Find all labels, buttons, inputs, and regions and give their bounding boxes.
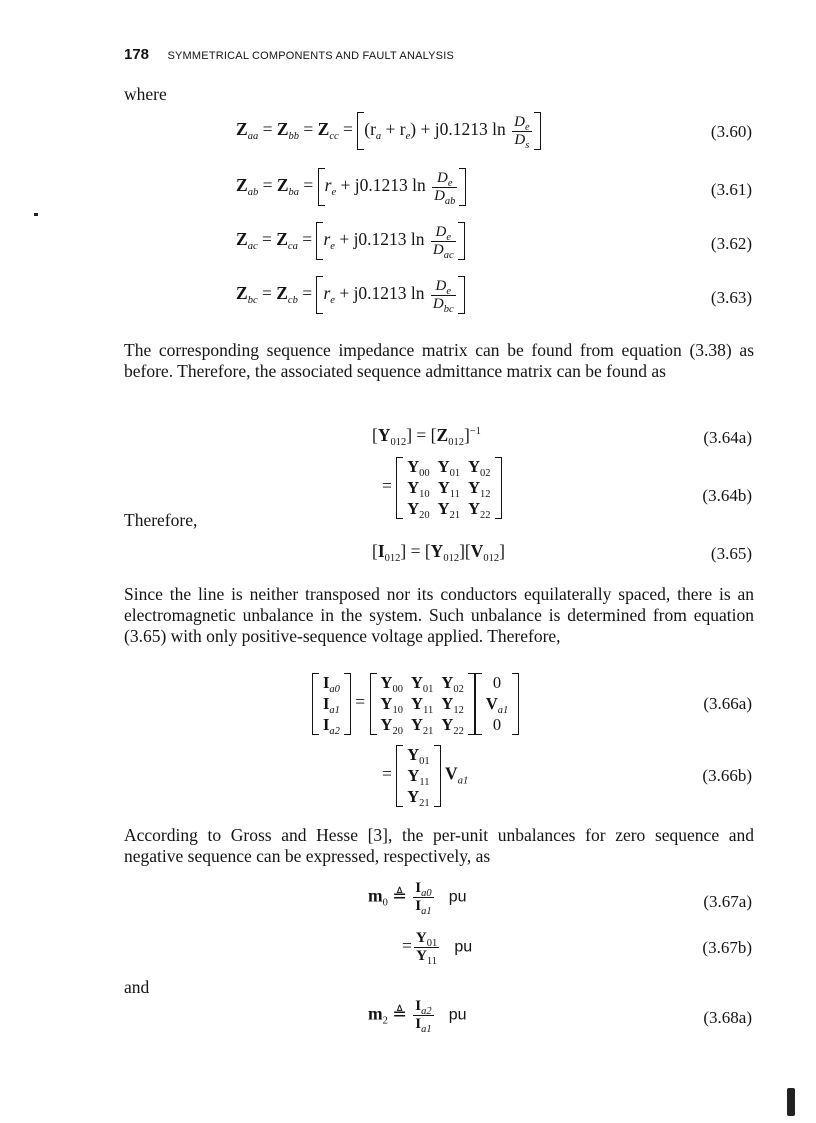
equation-number-3-63: (3.63): [710, 288, 752, 307]
equation-number-3-68a: (3.68a): [703, 1008, 752, 1027]
equation-number-3-67a: (3.67a): [703, 892, 752, 911]
equation-number-3-60: (3.60): [710, 122, 752, 141]
equation-3-63: $Z_{bc} = Z_{cb} = r_e + j0.1213$ ln $\frac{D_e}{D_{bc}}$: [236, 276, 465, 314]
paragraph-gross-hesse: According to Gross and Hesse [3], the per-unit unbalances for zero sequence and negative sequence can be expressed, respectively, as: [124, 825, 754, 866]
equation-number-3-66a: (3.66a): [703, 694, 752, 713]
equation-3-62: $Z_{ac} = Z_{ca} = r_e + j0.1213$ ln $\frac{D_e}{D_{ac}}$: [236, 222, 465, 260]
scan-speck: [34, 213, 38, 216]
equation-number-3-64b: (3.64b): [702, 486, 752, 505]
equation-number-3-64a: (3.64a): [703, 428, 752, 447]
equation-3-64a: $[Y_{012}] = [Z_{012}]^{-1}$: [372, 425, 481, 448]
therefore-label: Therefore,: [124, 510, 198, 530]
equation-3-60: $Z_{aa} = Z_{bb} = Z_{cc} = (r_a + r_e) + j0.1213$ ln $\frac{D_e}{D_s}$: [236, 112, 541, 150]
equation-3-66a: $I_{a0}$ $I_{a1}$ $I_{a2}$ = $Y_{00}$ $Y_{01}$ $Y_{02}$ $Y_{10}$ $Y_{11}$ $Y_{12}$ $Y_{20}$ $Y_{21}$ $Y_{22}$ 0 $V_{a1}$ 0: [312, 672, 519, 735]
equation-number-3-66b: (3.66b): [702, 766, 752, 785]
page-number: 178: [124, 46, 150, 63]
equation-number-3-67b: (3.67b): [702, 938, 752, 957]
running-title: SYMMETRICAL COMPONENTS AND FAULT ANALYSIS: [167, 50, 455, 62]
equation-number-3-65: (3.65): [710, 544, 752, 563]
equation-number-3-62: (3.62): [710, 234, 752, 253]
paragraph-sequence-impedance: The corresponding sequence impedance matrix can be found from equation (3.38) as before. Therefore, the associated sequence admittance matrix can be found as: [124, 340, 754, 381]
equation-3-66b: = $Y_{01}$ $Y_{11}$ $Y_{21}$ $V_{a1}$: [382, 745, 469, 809]
equation-3-67b: = $\frac{Y_{01}}{Y_{11}}$ pu: [402, 930, 473, 967]
equation-3-61: $Z_{ab} = Z_{ba} = r_e + j0.1213$ ln $\frac{D_e}{D_{ab}}$: [236, 168, 466, 206]
paragraph-unbalance: Since the line is neither transposed nor its conductors equilaterally spaced, there is an electromagnetic unbalance in the system. Such unbalance is determined from equation (3.65) with only positive-sequence voltage applied. Therefore,: [124, 584, 754, 646]
equation-3-64b: = $Y_{00}$ $Y_{01}$ $Y_{02}$ $Y_{10}$ $Y_{11}$ $Y_{12}$ $Y_{20}$ $Y_{21}$ $Y_{22}$: [382, 456, 502, 519]
and-label: and: [124, 977, 150, 997]
running-header: [124, 46, 454, 64]
equation-number-3-61: (3.61): [710, 180, 752, 199]
scan-edge-mark: [787, 1088, 795, 1116]
equation-3-67a: $m_0$ ≜ $\frac{I_{a0}}{I_{a1}}$ pu: [368, 880, 467, 917]
equation-3-68a: $m_2$ ≜ $\frac{I_{a2}}{I_{a1}}$ pu: [368, 998, 467, 1035]
where-label: where: [124, 84, 167, 104]
equation-3-65: $[I_{012}] = [Y_{012}][V_{012}]$: [372, 541, 505, 564]
